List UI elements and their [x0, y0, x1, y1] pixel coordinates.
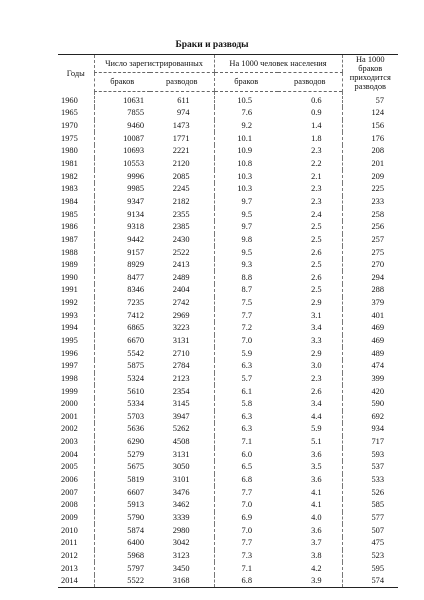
- cell-divorces-per-1000-marriages: 574: [342, 575, 398, 588]
- cell-divorces-per-1000-marriages: 225: [342, 183, 398, 196]
- cell-divorces-per-1000-marriages: 275: [342, 246, 398, 259]
- cell-year: 2000: [61, 399, 78, 409]
- cell-marriages: 5522: [94, 575, 150, 588]
- cell-marriages: 5797: [94, 562, 150, 575]
- cell-divorces-per-1000-marriages: 585: [342, 499, 398, 512]
- cell-marriages-per-1000: 10.3: [214, 170, 278, 183]
- cell-divorces-per-1000: 3.9: [278, 575, 342, 588]
- table-row: [58, 537, 398, 550]
- table-row: [58, 196, 398, 209]
- cell-divorces: 3131: [172, 335, 190, 345]
- cell-divorces-per-1000-marriages: 523: [342, 550, 398, 563]
- cell-divorces: 2413: [172, 260, 190, 270]
- cell-divorces: 1771: [172, 133, 190, 143]
- cell-marriages: 10631: [94, 91, 150, 107]
- cell-marriages-per-1000: 10.1: [214, 132, 278, 145]
- cell-divorces-per-1000: 3.5: [311, 462, 322, 472]
- cell-divorces-per-1000: 2.5: [311, 234, 322, 244]
- cell-divorces-per-1000-marriages: 399: [342, 373, 398, 386]
- table-row: [58, 309, 398, 322]
- cell-divorces: 2385: [172, 222, 190, 232]
- cell-divorces-per-1000: 2.6: [311, 247, 322, 257]
- cell-divorces-per-1000: 5.9: [311, 424, 322, 434]
- cell-divorces-per-1000-marriages: 288: [342, 284, 398, 297]
- table-row: [58, 132, 398, 145]
- header-divorces-per-1000: разводов: [278, 73, 342, 91]
- cell-year: 1990: [61, 272, 78, 282]
- table-row: [58, 385, 398, 398]
- cell-divorces-per-1000-marriages: 257: [342, 234, 398, 247]
- cell-year: 1995: [61, 335, 78, 345]
- cell-divorces-per-1000: 0.9: [311, 108, 322, 118]
- cell-year: 2003: [61, 437, 78, 447]
- table-row: [58, 271, 398, 284]
- cell-marriages-per-1000: 10.3: [214, 183, 278, 196]
- header-marriages-per-1000: браков: [214, 73, 278, 91]
- cell-marriages-per-1000: 10.5: [214, 91, 278, 107]
- table-row: [58, 322, 398, 335]
- table-row: [58, 423, 398, 436]
- cell-marriages: 5874: [94, 524, 150, 537]
- cell-divorces: 611: [177, 95, 190, 105]
- cell-year: 1965: [61, 108, 78, 118]
- cell-marriages: 5703: [94, 411, 150, 424]
- cell-marriages: 5610: [94, 385, 150, 398]
- cell-divorces-per-1000-marriages: 233: [342, 196, 398, 209]
- cell-marriages: 5636: [94, 423, 150, 436]
- table-row: [58, 120, 398, 133]
- cell-marriages-per-1000: 6.8: [214, 575, 278, 588]
- cell-divorces: 3450: [172, 563, 190, 573]
- cell-divorces-per-1000-marriages: 156: [342, 120, 398, 133]
- cell-divorces: 2980: [172, 525, 190, 535]
- cell-divorces-per-1000: 2.2: [311, 159, 322, 169]
- cell-marriages-per-1000: 7.0: [214, 524, 278, 537]
- cell-divorces-per-1000: 5.1: [311, 437, 322, 447]
- cell-divorces: 2969: [172, 310, 190, 320]
- cell-divorces-per-1000: 3.6: [311, 449, 322, 459]
- cell-marriages: 10693: [94, 145, 150, 158]
- cell-marriages: 8477: [94, 271, 150, 284]
- cell-year: 1982: [61, 171, 78, 181]
- cell-year: 1975: [61, 133, 78, 143]
- table-row: [58, 208, 398, 221]
- cell-year: 2002: [61, 424, 78, 434]
- cell-divorces: 2182: [172, 196, 190, 206]
- cell-divorces-per-1000: 4.0: [311, 512, 322, 522]
- cell-divorces-per-1000: 3.6: [311, 475, 322, 485]
- cell-year: 1997: [61, 361, 78, 371]
- cell-divorces: 2430: [172, 234, 190, 244]
- cell-divorces-per-1000-marriages: 507: [342, 524, 398, 537]
- table-row: [58, 486, 398, 499]
- cell-marriages-per-1000: 9.8: [214, 234, 278, 247]
- cell-divorces-per-1000: 3.1: [311, 310, 322, 320]
- header-years: Годы: [58, 55, 94, 92]
- cell-divorces-per-1000: 3.4: [311, 399, 322, 409]
- cell-divorces-per-1000: 2.5: [311, 222, 322, 232]
- cell-marriages-per-1000: 5.7: [214, 373, 278, 386]
- cell-year: 1994: [61, 323, 78, 333]
- cell-year: 1985: [61, 209, 78, 219]
- cell-marriages-per-1000: 7.7: [214, 537, 278, 550]
- table-row: [58, 436, 398, 449]
- cell-marriages: 6607: [94, 486, 150, 499]
- cell-marriages: 9996: [94, 170, 150, 183]
- table-row: [58, 221, 398, 234]
- cell-marriages: 9134: [94, 208, 150, 221]
- cell-marriages: 10553: [94, 158, 150, 171]
- table-row: [58, 170, 398, 183]
- cell-divorces-per-1000-marriages: 201: [342, 158, 398, 171]
- table-row: [58, 562, 398, 575]
- cell-divorces-per-1000: 2.3: [311, 373, 322, 383]
- table-row: [58, 259, 398, 272]
- cell-divorces-per-1000: 2.3: [311, 196, 322, 206]
- cell-divorces-per-1000-marriages: 176: [342, 132, 398, 145]
- table-row: [58, 411, 398, 424]
- cell-marriages: 9460: [94, 120, 150, 133]
- cell-marriages-per-1000: 8.7: [214, 284, 278, 297]
- cell-marriages: 8346: [94, 284, 150, 297]
- header-divorces: разводов: [150, 73, 214, 91]
- cell-year: 1998: [61, 373, 78, 383]
- table-row: [58, 360, 398, 373]
- cell-marriages-per-1000: 6.0: [214, 448, 278, 461]
- cell-year: 1996: [61, 348, 78, 358]
- cell-year: 1989: [61, 260, 78, 270]
- cell-divorces-per-1000-marriages: 577: [342, 512, 398, 525]
- cell-year: 2001: [61, 411, 78, 421]
- cell-marriages: 6865: [94, 322, 150, 335]
- cell-divorces-per-1000: 4.2: [311, 563, 322, 573]
- cell-marriages: 10087: [94, 132, 150, 145]
- cell-year: 1983: [61, 184, 78, 194]
- cell-divorces: 3145: [172, 399, 190, 409]
- cell-divorces-per-1000: 2.5: [311, 285, 322, 295]
- cell-marriages-per-1000: 7.0: [214, 499, 278, 512]
- cell-divorces-per-1000-marriages: 692: [342, 411, 398, 424]
- cell-marriages-per-1000: 7.2: [214, 322, 278, 335]
- cell-year: 2011: [61, 538, 78, 548]
- cell-divorces: 2742: [172, 298, 190, 308]
- cell-divorces: 4508: [172, 437, 190, 447]
- cell-divorces-per-1000-marriages: 124: [342, 107, 398, 120]
- cell-marriages-per-1000: 9.3: [214, 259, 278, 272]
- cell-year: 1987: [61, 234, 78, 244]
- cell-divorces-per-1000-marriages: 717: [342, 436, 398, 449]
- cell-marriages: 5542: [94, 347, 150, 360]
- cell-marriages-per-1000: 6.3: [214, 423, 278, 436]
- cell-marriages-per-1000: 10.9: [214, 145, 278, 158]
- cell-divorces: 3168: [150, 575, 214, 588]
- cell-divorces: 2354: [172, 386, 190, 396]
- cell-year: 2013: [61, 563, 78, 573]
- cell-divorces-per-1000-marriages: 489: [342, 347, 398, 360]
- cell-year: 1993: [61, 310, 78, 320]
- cell-year: 2009: [61, 512, 78, 522]
- table-row: [58, 524, 398, 537]
- cell-year: 2004: [61, 449, 78, 459]
- cell-marriages-per-1000: 6.5: [214, 461, 278, 474]
- cell-marriages: 5324: [94, 373, 150, 386]
- cell-divorces-per-1000-marriages: 469: [342, 335, 398, 348]
- cell-divorces-per-1000: 2.5: [311, 260, 322, 270]
- cell-divorces-per-1000: 2.6: [311, 272, 322, 282]
- cell-marriages: 5819: [94, 474, 150, 487]
- cell-marriages: 6400: [94, 537, 150, 550]
- cell-divorces-per-1000-marriages: 590: [342, 398, 398, 411]
- cell-divorces-per-1000: 1.8: [311, 133, 322, 143]
- cell-marriages: 8929: [94, 259, 150, 272]
- table-row: [58, 461, 398, 474]
- cell-year: 1970: [61, 121, 78, 131]
- marriage-divorce-table: [58, 54, 398, 588]
- cell-divorces: 2221: [172, 146, 190, 156]
- table-row: [58, 107, 398, 120]
- cell-divorces-per-1000-marriages: 533: [342, 474, 398, 487]
- cell-divorces-per-1000: 3.8: [311, 550, 322, 560]
- header-marriages: браков: [94, 73, 150, 91]
- cell-divorces-per-1000: 1.4: [311, 121, 322, 131]
- cell-year: 2012: [61, 550, 78, 560]
- cell-marriages: 9985: [94, 183, 150, 196]
- cell-divorces: 2522: [172, 247, 190, 257]
- cell-divorces: 1473: [172, 121, 190, 131]
- cell-divorces: 3123: [172, 550, 190, 560]
- cell-divorces-per-1000: 0.6: [311, 95, 322, 105]
- cell-divorces-per-1000: 3.4: [311, 323, 322, 333]
- table-row: [58, 398, 398, 411]
- cell-marriages-per-1000: 5.9: [214, 347, 278, 360]
- cell-marriages: 5913: [94, 499, 150, 512]
- cell-divorces-per-1000: 2.3: [311, 184, 322, 194]
- cell-divorces: 3947: [172, 411, 190, 421]
- cell-divorces: 2123: [172, 373, 190, 383]
- cell-marriages-per-1000: 7.1: [214, 562, 278, 575]
- cell-divorces-per-1000-marriages: 294: [342, 271, 398, 284]
- cell-marriages: 5334: [94, 398, 150, 411]
- cell-marriages-per-1000: 7.7: [214, 309, 278, 322]
- cell-divorces: 3042: [172, 538, 190, 548]
- cell-divorces: 2085: [172, 171, 190, 181]
- cell-marriages: 9157: [94, 246, 150, 259]
- cell-divorces-per-1000: 3.7: [311, 538, 322, 548]
- cell-divorces: 3131: [172, 449, 190, 459]
- header-registered: Число зарегистрированных: [94, 55, 214, 73]
- cell-divorces-per-1000-marriages: 469: [342, 322, 398, 335]
- cell-divorces-per-1000: 3.6: [311, 525, 322, 535]
- cell-divorces-per-1000: 2.1: [311, 171, 322, 181]
- cell-marriages-per-1000: 7.1: [214, 436, 278, 449]
- table-row: [58, 347, 398, 360]
- cell-marriages-per-1000: 7.5: [214, 297, 278, 310]
- cell-divorces-per-1000: 4.1: [311, 487, 322, 497]
- table-row: [58, 373, 398, 386]
- cell-marriages-per-1000: 6.8: [214, 474, 278, 487]
- cell-marriages: 9347: [94, 196, 150, 209]
- cell-divorces-per-1000-marriages: 209: [342, 170, 398, 183]
- cell-divorces-per-1000: 4.4: [311, 411, 322, 421]
- cell-marriages: 5875: [94, 360, 150, 373]
- table-row: [58, 145, 398, 158]
- cell-marriages-per-1000: 9.2: [214, 120, 278, 133]
- cell-divorces: 2245: [172, 184, 190, 194]
- cell-divorces-per-1000-marriages: 526: [342, 486, 398, 499]
- cell-year: 2005: [61, 462, 78, 472]
- page-title: Браки и разводы: [175, 40, 249, 50]
- cell-marriages-per-1000: 9.7: [214, 221, 278, 234]
- table-row: [58, 183, 398, 196]
- cell-divorces: 2404: [172, 285, 190, 295]
- table-row: [58, 158, 398, 171]
- cell-marriages-per-1000: 6.3: [214, 360, 278, 373]
- cell-divorces: 3462: [172, 500, 190, 510]
- table-row: [58, 550, 398, 563]
- cell-marriages: 9442: [94, 234, 150, 247]
- cell-divorces-per-1000-marriages: 256: [342, 221, 398, 234]
- cell-divorces: 2710: [172, 348, 190, 358]
- cell-year: 1986: [61, 222, 78, 232]
- cell-divorces: 3476: [172, 487, 190, 497]
- cell-divorces-per-1000-marriages: 595: [342, 562, 398, 575]
- cell-year: 1960: [61, 95, 78, 105]
- cell-divorces-per-1000: 2.9: [311, 348, 322, 358]
- cell-divorces-per-1000-marriages: 474: [342, 360, 398, 373]
- cell-divorces-per-1000: 3.0: [311, 361, 322, 371]
- table-row: [58, 91, 398, 107]
- cell-divorces-per-1000-marriages: 258: [342, 208, 398, 221]
- cell-divorces: 3050: [172, 462, 190, 472]
- cell-divorces-per-1000-marriages: 208: [342, 145, 398, 158]
- table-row: [58, 499, 398, 512]
- cell-year: 1992: [61, 298, 78, 308]
- cell-divorces-per-1000-marriages: 379: [342, 297, 398, 310]
- cell-marriages: 5279: [94, 448, 150, 461]
- cell-divorces-per-1000: 2.3: [311, 146, 322, 156]
- table-row: [58, 474, 398, 487]
- cell-marriages-per-1000: 7.6: [214, 107, 278, 120]
- table-row: [58, 512, 398, 525]
- cell-marriages: 7855: [94, 107, 150, 120]
- cell-divorces: 2120: [172, 159, 190, 169]
- cell-marriages-per-1000: 9.5: [214, 246, 278, 259]
- cell-marriages: 6670: [94, 335, 150, 348]
- cell-marriages: 7412: [94, 309, 150, 322]
- cell-marriages-per-1000: 9.7: [214, 196, 278, 209]
- cell-divorces-per-1000-marriages: 57: [342, 91, 398, 107]
- cell-year: 1981: [61, 159, 78, 169]
- cell-divorces: 3223: [172, 323, 190, 333]
- cell-marriages-per-1000: 6.3: [214, 411, 278, 424]
- table-body: [58, 91, 398, 588]
- cell-year: 1988: [61, 247, 78, 257]
- cell-marriages-per-1000: 5.8: [214, 398, 278, 411]
- cell-divorces: 974: [176, 108, 190, 118]
- cell-divorces-per-1000-marriages: 475: [342, 537, 398, 550]
- cell-year: 2010: [61, 525, 78, 535]
- cell-year: 1999: [61, 386, 78, 396]
- table-row: [58, 246, 398, 259]
- cell-year: 2006: [61, 475, 78, 485]
- cell-divorces-per-1000-marriages: 420: [342, 385, 398, 398]
- cell-marriages-per-1000: 10.8: [214, 158, 278, 171]
- cell-year: 2008: [61, 500, 78, 510]
- table-row: [58, 335, 398, 348]
- cell-marriages: 5968: [94, 550, 150, 563]
- cell-divorces-per-1000-marriages: 934: [342, 423, 398, 436]
- cell-year: 1984: [61, 196, 78, 206]
- cell-year: 2007: [61, 487, 78, 497]
- cell-year: 1980: [61, 146, 78, 156]
- cell-divorces: 5262: [172, 424, 190, 434]
- cell-marriages: 7235: [94, 297, 150, 310]
- cell-divorces-per-1000-marriages: 537: [342, 461, 398, 474]
- cell-marriages-per-1000: 7.3: [214, 550, 278, 563]
- table-row: [58, 284, 398, 297]
- cell-divorces-per-1000: 2.4: [311, 209, 322, 219]
- cell-marriages-per-1000: 9.5: [214, 208, 278, 221]
- cell-marriages-per-1000: 8.8: [214, 271, 278, 284]
- table-row: [58, 234, 398, 247]
- cell-marriages: 9318: [94, 221, 150, 234]
- cell-marriages-per-1000: 7.0: [214, 335, 278, 348]
- cell-divorces-per-1000-marriages: 401: [342, 309, 398, 322]
- cell-divorces-per-1000: 2.6: [311, 386, 322, 396]
- cell-year: 1991: [61, 285, 78, 295]
- cell-divorces-per-1000-marriages: 270: [342, 259, 398, 272]
- cell-divorces-per-1000-marriages: 593: [342, 448, 398, 461]
- cell-marriages-per-1000: 6.1: [214, 385, 278, 398]
- cell-marriages-per-1000: 6.9: [214, 512, 278, 525]
- cell-divorces: 2784: [172, 361, 190, 371]
- cell-year: 2014: [58, 575, 94, 588]
- header-divorces-per-1000-marriages: На 1000 браков приходится разводов: [342, 55, 398, 92]
- cell-divorces-per-1000: 4.1: [311, 500, 322, 510]
- cell-divorces: 3101: [172, 475, 190, 485]
- table-row: [58, 575, 398, 588]
- cell-marriages-per-1000: 7.7: [214, 486, 278, 499]
- cell-divorces-per-1000: 3.3: [311, 335, 322, 345]
- cell-divorces: 2489: [172, 272, 190, 282]
- cell-divorces-per-1000: 2.9: [311, 298, 322, 308]
- cell-marriages: 5675: [94, 461, 150, 474]
- cell-marriages: 6290: [94, 436, 150, 449]
- cell-marriages: 5790: [94, 512, 150, 525]
- cell-divorces: 2355: [172, 209, 190, 219]
- table-row: [58, 297, 398, 310]
- table-row: [58, 448, 398, 461]
- header-per-1000-population: На 1000 человек населения: [214, 55, 342, 73]
- cell-divorces: 3339: [172, 512, 190, 522]
